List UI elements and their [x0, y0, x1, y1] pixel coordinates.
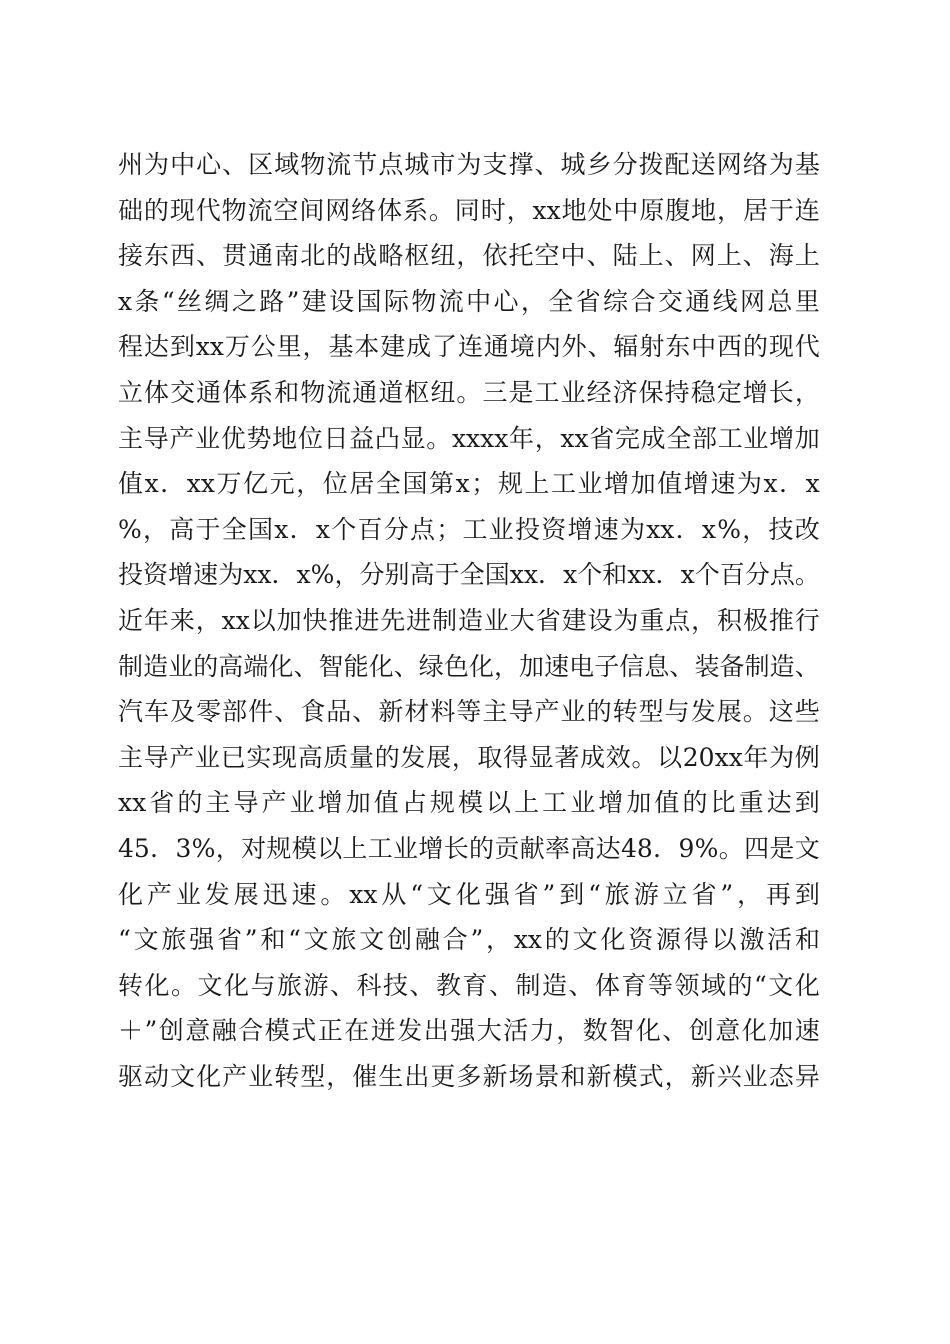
text-line: 础 的 现 代 物 流 空 间 网 络 体 系 。 同 时 ， xx 地 处 中 原 腹 地 ， 居 于 连 — [118, 195, 820, 225]
text-line: 州 为 中 心 、 区 域 物 流 节 点 城 市 为 支 撑 、 城 乡 分 拨 配 送 网 络 为 基 — [118, 150, 820, 179]
text-line: 主 导 产 业 优 势 地 位 日 益 凸 显 。 xxxx 年 ， xx 省 完 成 全 部 工 业 增 加 — [118, 423, 820, 453]
text-line: 主 导 产 业 已 实 现 高 质 量 的 发 展 ， 取 得 显 著 成 效 。 以 20xx 年 为 例 — [118, 742, 820, 772]
body-text — [118, 142, 838, 1099]
text-line: “ 文 旅 强 省 ” 和 “ 文 旅 文 创 融 合 ” ， xx 的 文 化 资 源 得 以 激 活 和 — [118, 925, 820, 955]
text-line: 立 体 交 通 体 系 和 物 流 通 道 枢 纽 。 三 是 工 业 经 济 保 持 稳 定 增 长 ， — [118, 377, 820, 407]
text-line: % ， 高 于 全 国 x ． x 个 百 分 点 ； 工 业 投 资 增 速 为 xx ． x % ， 技 改 — [118, 514, 820, 544]
text-line: 化 产 业 发 展 迅 速 。 xx 从 “ 文 化 强 省 ” 到 “ 旅 游 立 省 ” ， 再 到 — [118, 879, 820, 909]
text-line: 汽 车 及 零 部 件 、 食 品 、 新 材 料 等 主 导 产 业 的 转 型 与 发 展 。 这 些 — [118, 697, 820, 727]
text-line: xx 省 的 主 导 产 业 增 加 值 占 规 模 以 上 工 业 增 加 值 的 比 重 达 到 — [118, 788, 820, 818]
text-line: x 条 “ 丝 绸 之 路 ” 建 设 国 际 物 流 中 心 ， 全 省 综 合 交 通 线 网 总 里 — [118, 286, 820, 316]
text-line: 转 化 。 文 化 与 旅 游 、 科 技 、 教 育 、 制 造 、 体 育 等 领 域 的 “ 文 化 — [118, 970, 820, 1000]
text-line: 45 ． 3 % ， 对 规 模 以 上 工 业 增 长 的 贡 献 率 高 达 48 ． 9 % 。 四 是 文 — [118, 833, 820, 863]
text-line: 接 东 西 、 贯 通 南 北 的 战 略 枢 纽 ， 依 托 空 中 、 陆 上 、 网 上 、 海 上 — [118, 241, 820, 271]
text-line: ＋ ” 创 意 融 合 模 式 正 在 迸 发 出 强 大 活 力 ， 数 智 化 、 创 意 化 加 速 — [118, 1016, 820, 1046]
text-line: 投 资 增 速 为 xx ． x % ， 分 别 高 于 全 国 xx ． x 个 和 xx ． x 个 百 分 点 。 — [118, 560, 820, 590]
text-line: 驱 动 文 化 产 业 转 型 ， 催 生 出 更 多 新 场 景 和 新 模 式 ， 新 兴 业 态 异 — [118, 1061, 820, 1091]
text-line: 值 x ． xx 万 亿 元 ， 位 居 全 国 第 x ； 规 上 工 业 增 加 值 增 速 为 x ． x — [118, 469, 820, 499]
text-line: 近 年 来 ， xx 以 加 快 推 进 先 进 制 造 业 大 省 建 设 为 重 点 ， 积 极 推 行 — [118, 605, 820, 635]
text-line: 制 造 业 的 高 端 化 、 智 能 化 、 绿 色 化 ， 加 速 电 子 信 息 、 装 备 制 造 、 — [118, 651, 820, 681]
text-line: 程 达 到 xx 万 公 里 ， 基 本 建 成 了 连 通 境 内 外 、 辐 射 东 中 西 的 现 代 — [118, 332, 820, 362]
